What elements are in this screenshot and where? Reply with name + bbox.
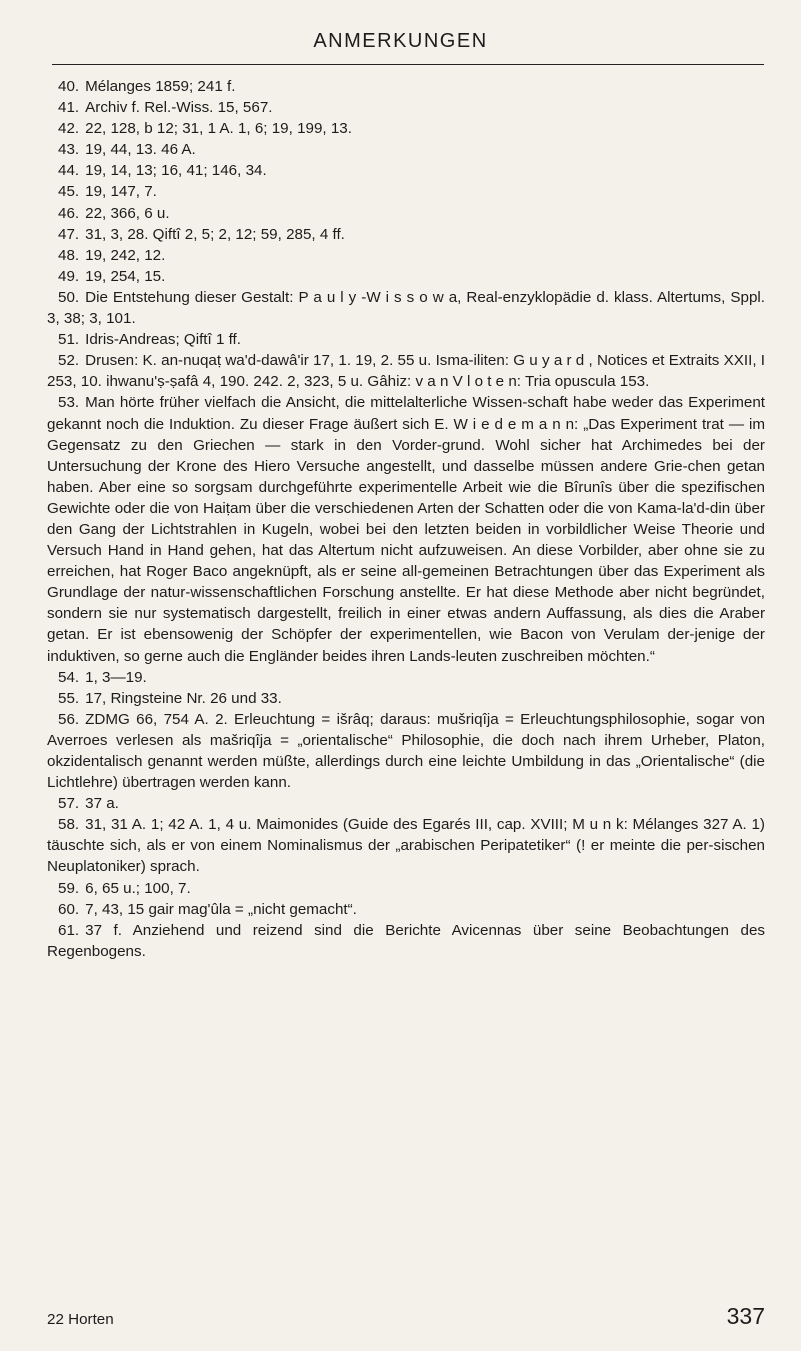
note-item xyxy=(47,793,765,814)
note-text: 7, 43, 15 gair mag'ûla = „nicht gemacht“. xyxy=(85,900,357,918)
note-text: 37 a. xyxy=(85,795,119,813)
note-text: 22, 128, b 12; 31, 1 A. 1, 6; 19, 199, 13. xyxy=(85,120,352,138)
note-text: Man hörte früher vielfach die Ansicht, die mittelalterliche Wissen-schaft habe weder das Experiment gekannt noch die Induktion. Zu dieser Frage äußert sich E. W i e d e m a n n: „Das Experiment trat — im Gegensatz zu den Griechen — stark in den Vorder-grund. Wohl sicher hat Archimedes bei der Untersuchung der Krone des Hiero Versuche angestellt, und dasselbe müssen andere Grie-chen getan haben. Aber eine so sorgsam durchgeführte experimentelle Arbeit wie die Bîrunîs über die spezifischen Gewichte oder die von Haiṭam über die verschiedenen Arten der Schatten oder die von Kama-la'd-din über den Gang der Lichtstrahlen in Kugeln, wobei bei den letzten beiden in vorbildlicher Weise Theorie und Versuch Hand in Hand gehen, hat das Altertum nicht aufzuweisen. An diese Vorbilder, aber ohne sie zu erreichen, hat Roger Baco angeknüpft, als er seine all-gemeinen Betrachtungen über das Experiment als Grundlage der natur-wissenschaftlichen Forschung anstellte. Er hat diese Methode aber nicht begründet, sondern sie nur systematisch dargestellt, freilich in einer etwas andern Auffassung, als dies die Araber getan. Er ist ebensowenig der Schöpfer der experimentellen, wie Bacon von Verulam der-jenige der induktiven, so gerne auch die Engländer beides ihren Lands-leuten zuschreiben möchten.“ xyxy=(47,394,765,665)
signature-mark: 22 Horten xyxy=(47,1311,114,1328)
note-item xyxy=(47,224,765,245)
note-number: 60. xyxy=(58,900,80,918)
note-number: 58. xyxy=(58,816,80,834)
note-item xyxy=(47,667,765,688)
note-number: 59. xyxy=(58,879,80,897)
note-item xyxy=(47,181,765,202)
note-text: 19, 14, 13; 16, 41; 146, 34. xyxy=(85,162,267,180)
page-number: 337 xyxy=(726,1303,765,1329)
note-text: Mélanges 1859; 241 f. xyxy=(85,78,236,95)
note-text: 17, Ringsteine Nr. 26 und 33. xyxy=(85,689,282,707)
note-item xyxy=(47,329,765,350)
note-item xyxy=(47,266,765,287)
running-head: ANMERKUNGEN xyxy=(313,30,488,52)
note-number: 52. xyxy=(58,352,80,370)
note-text: ZDMG 66, 754 A. 2. Erleuchtung = išrâq; daraus: mušriqîja = Erleuchtungsphilosophie, sogar von Averroes verlesen als mašriqîja = „orientalische“ Philosophie, die doch nach ihrem Urheber, Platon, okzidentalisch genannt werden müßte, allerdings durch eine leichte Umbildung in das „Orientalische“ (die Lichtlehre) übertragen werden kann. xyxy=(47,710,765,792)
note-text: Drusen: K. an-nuqaṭ wa'd-dawâ'ir 17, 1. 19, 2. 55 u. Isma-iliten: G u y a r d , Notices et Extraits XXII, I 253, 10. ihwanu'ṣ-ṣafâ 4, 190. 242. 2, 323, 5 u. Gâhiz: v a n V l o t e n: Tria opuscula 153. xyxy=(47,352,765,391)
note-number: 40. xyxy=(58,78,80,95)
note-number: 50. xyxy=(58,288,80,306)
note-text: 31, 3, 28. Qiftî 2, 5; 2, 12; 59, 285, 4 ff. xyxy=(85,225,345,243)
note-item xyxy=(47,350,765,392)
note-text: 6, 65 u.; 100, 7. xyxy=(85,879,191,897)
note-item xyxy=(47,709,765,793)
note-item xyxy=(47,118,765,139)
note-text: 22, 366, 6 u. xyxy=(85,204,170,222)
note-item xyxy=(47,814,765,877)
note-number: 54. xyxy=(58,668,80,686)
note-text: 19, 254, 15. xyxy=(85,267,166,285)
note-item xyxy=(47,203,765,224)
note-number: 42. xyxy=(58,120,80,138)
note-number: 44. xyxy=(58,162,80,180)
note-text: 19, 44, 13. 46 A. xyxy=(85,141,196,159)
page-footer xyxy=(47,1300,765,1330)
note-text: 19, 147, 7. xyxy=(85,183,157,201)
note-item xyxy=(47,878,765,899)
note-item xyxy=(47,392,765,666)
note-number: 45. xyxy=(58,183,80,201)
note-item xyxy=(47,97,765,118)
note-text: 37 f. Anziehend und reizend sind die Berichte Avicennas über seine Beobachtungen des Regenbogens. xyxy=(47,921,765,960)
note-text: Archiv f. Rel.-Wiss. 15, 567. xyxy=(85,99,273,117)
note-item xyxy=(47,688,765,709)
note-item xyxy=(47,245,765,266)
note-text: Idris-Andreas; Qiftî 1 ff. xyxy=(85,331,241,349)
note-item xyxy=(47,139,765,160)
note-item xyxy=(47,287,765,329)
note-number: 56. xyxy=(58,710,80,728)
note-number: 51. xyxy=(58,331,80,349)
note-item xyxy=(47,76,765,97)
note-text: Die Entstehung dieser Gestalt: P a u l y -W i s s o w a, Real-enzyklopädie d. klass. Altertums, Sppl. 3, 38; 3, 101. xyxy=(47,288,765,328)
note-text: 1, 3—19. xyxy=(85,668,147,686)
note-number: 61. xyxy=(58,921,80,939)
note-number: 53. xyxy=(58,394,80,412)
note-text: 31, 31 A. 1; 42 A. 1, 4 u. Maimonides (Guide des Egarés III, cap. XVIII; M u n k: Mélanges 327 A. 1) täuschte sich, als er von einem Nominalismus der „arabischen Peripatetiker“ (! er meinte die per-sischen Neuplatoniker) sprach. xyxy=(47,816,765,876)
note-number: 46. xyxy=(58,204,80,222)
note-number: 43. xyxy=(58,141,80,159)
note-item xyxy=(47,920,765,962)
note-number: 47. xyxy=(58,225,80,243)
header-rule xyxy=(52,64,764,65)
note-item xyxy=(47,160,765,181)
note-number: 57. xyxy=(58,795,80,813)
note-text: 19, 242, 12. xyxy=(85,246,166,264)
note-number: 48. xyxy=(58,246,80,264)
note-item xyxy=(47,899,765,920)
notes-list xyxy=(47,76,765,962)
note-number: 55. xyxy=(58,689,80,707)
note-number: 41. xyxy=(58,99,80,117)
note-number: 49. xyxy=(58,267,80,285)
